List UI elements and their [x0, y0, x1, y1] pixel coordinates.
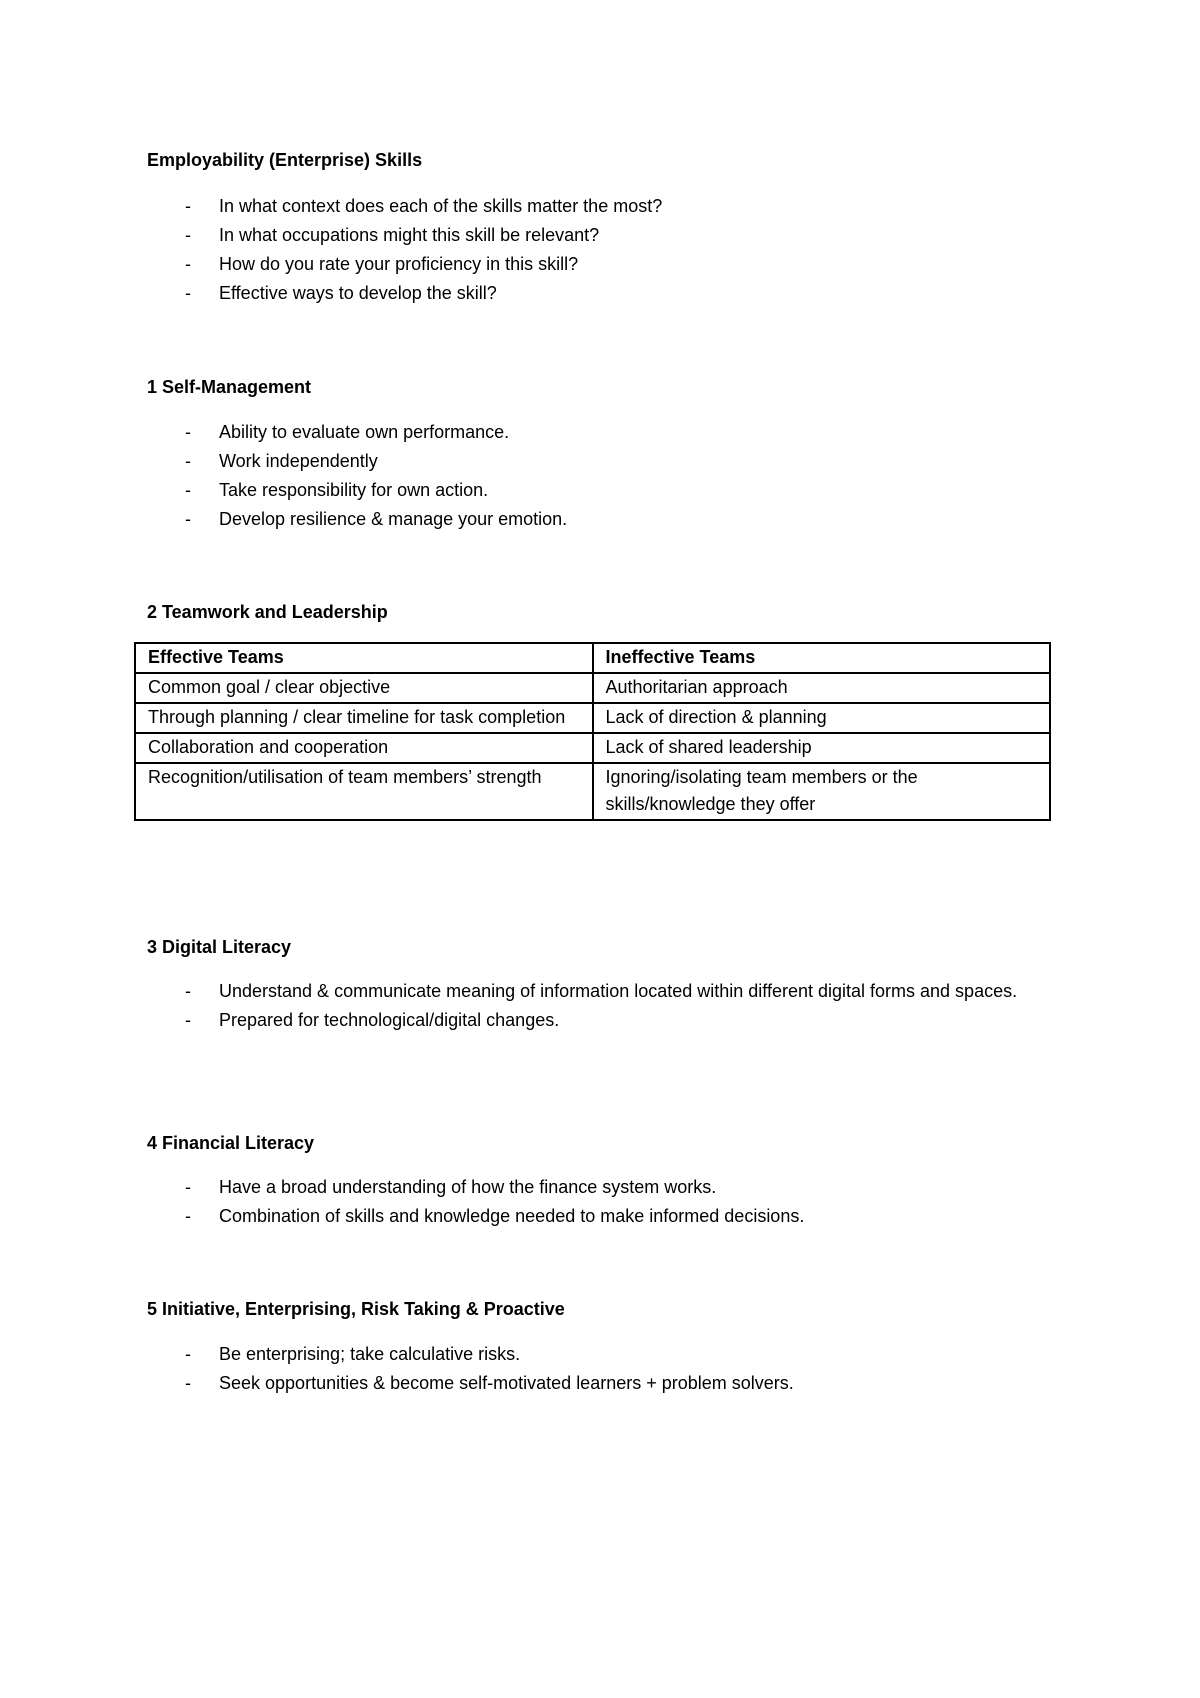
list-item [147, 1006, 1047, 1035]
bullet-dash: - [185, 1206, 191, 1226]
bullet-dash: - [185, 196, 191, 216]
list-item-text: Take responsibility for own action. [219, 480, 489, 500]
bullet-dash: - [185, 480, 191, 500]
column-header-ineffective: Ineffective Teams [593, 643, 1051, 673]
section-heading-initiative: 5 Initiative, Enterprising, Risk Taking & Proactive [147, 1299, 565, 1319]
digital-literacy-list [147, 977, 1047, 1035]
list-item-text: Understand & communicate meaning of information located within different digital forms and spaces. [219, 981, 1018, 1001]
list-item-text: Develop resilience & manage your emotion. [219, 509, 568, 529]
bullet-dash: - [185, 451, 191, 471]
bullet-dash: - [185, 422, 191, 442]
list-item [147, 250, 1047, 279]
list-item-text: In what occupations might this skill be relevant? [219, 225, 600, 245]
intro-question-list [147, 192, 1047, 308]
list-item [147, 1173, 1047, 1202]
list-item [147, 977, 1047, 1006]
list-item-text: How do you rate your proficiency in this skill? [219, 254, 579, 274]
list-item-text: Ability to evaluate own performance. [219, 422, 510, 442]
list-item [147, 1340, 1047, 1369]
table-cell: Lack of shared leadership [593, 733, 1051, 763]
table-cell: Lack of direction & planning [593, 703, 1051, 733]
list-item-text: Be enterprising; take calculative risks. [219, 1344, 521, 1364]
section-heading-digital-literacy: 3 Digital Literacy [147, 937, 292, 957]
list-item [147, 476, 1047, 505]
table-row [135, 763, 1050, 820]
list-item [147, 192, 1047, 221]
list-item-text: Seek opportunities & become self-motivated learners + problem solvers. [219, 1373, 794, 1393]
document-title: Employability (Enterprise) Skills [147, 150, 423, 170]
table-cell: Collaboration and cooperation [135, 733, 593, 763]
table-cell: Through planning / clear timeline for task completion [135, 703, 593, 733]
table-cell: Ignoring/isolating team members or the skills/knowledge they offer [593, 763, 1051, 820]
table-row [135, 703, 1050, 733]
table-row [135, 733, 1050, 763]
list-item [147, 1369, 1047, 1398]
table-row [135, 673, 1050, 703]
list-item-text: Have a broad understanding of how the finance system works. [219, 1177, 717, 1197]
section-heading-self-management: 1 Self-Management [147, 377, 312, 397]
list-item [147, 505, 1047, 534]
bullet-dash: - [185, 1373, 191, 1393]
initiative-list [147, 1340, 1047, 1398]
bullet-dash: - [185, 225, 191, 245]
list-item-text: Prepared for technological/digital changes. [219, 1010, 560, 1030]
table-cell: Common goal / clear objective [135, 673, 593, 703]
section-heading-financial-literacy: 4 Financial Literacy [147, 1133, 315, 1153]
table-cell: Recognition/utilisation of team members’ strength [135, 763, 593, 820]
bullet-dash: - [185, 1010, 191, 1030]
bullet-dash: - [185, 254, 191, 274]
list-item [147, 418, 1047, 447]
financial-literacy-list [147, 1173, 1047, 1231]
bullet-dash: - [185, 509, 191, 529]
teams-comparison-table [134, 642, 1051, 821]
list-item-text: Work independently [219, 451, 378, 471]
self-management-list [147, 418, 1047, 534]
list-item-text: Combination of skills and knowledge needed to make informed decisions. [219, 1206, 805, 1226]
list-item [147, 279, 1047, 308]
section-heading-teamwork: 2 Teamwork and Leadership [147, 602, 388, 622]
list-item-text: In what context does each of the skills matter the most? [219, 196, 663, 216]
table-cell: Authoritarian approach [593, 673, 1051, 703]
bullet-dash: - [185, 981, 191, 1001]
list-item-text: Effective ways to develop the skill? [219, 283, 497, 303]
list-item [147, 1202, 1047, 1231]
bullet-dash: - [185, 283, 191, 303]
list-item [147, 447, 1047, 476]
bullet-dash: - [185, 1344, 191, 1364]
list-item [147, 221, 1047, 250]
table-header-row [135, 643, 1050, 673]
column-header-effective: Effective Teams [135, 643, 593, 673]
bullet-dash: - [185, 1177, 191, 1197]
